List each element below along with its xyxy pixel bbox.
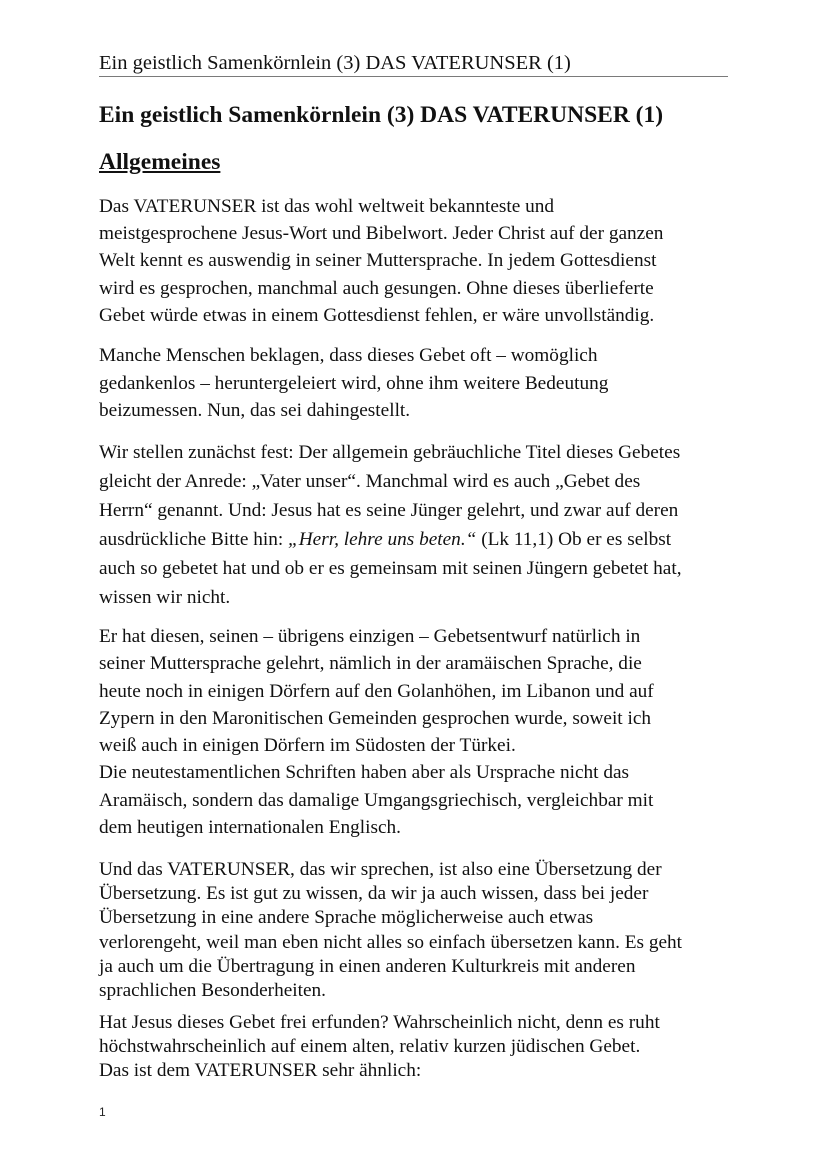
paragraph-line: Gebet würde etwas in einem Gottesdienst fehlen, er wäre unvollständig.	[99, 304, 655, 326]
paragraph-line: wissen wir nicht.	[99, 587, 231, 608]
paragraph-line: Welt kennt es auswendig in seiner Muttersprache. In jedem Gottesdienst	[99, 250, 657, 272]
paragraph-line: dem heutigen internationalen Englisch.	[99, 817, 401, 839]
paragraph-line: Übersetzung in eine andere Sprache möglicherweise auch etwas	[99, 907, 594, 929]
paragraph-line: Das VATERUNSER ist das wohl weltweit bekannteste und	[99, 196, 555, 217]
paragraph-line: gedankenlos – heruntergeleiert wird, ohne ihm weitere Bedeutung	[99, 372, 609, 394]
section-heading: Allgemeines	[99, 149, 221, 175]
line-text: (Lk 11,1) Ob er es selbst	[476, 529, 672, 550]
bible-quote: „Herr, lehre uns beten.“	[288, 529, 477, 550]
paragraph-line: Übersetzung. Es ist gut zu wissen, da wir ja auch wissen, dass bei jeder	[99, 883, 649, 905]
paragraph-3	[99, 438, 739, 612]
paragraph-line: Aramäisch, sondern das damalige Umgangsgriechisch, vergleichbar mit	[99, 789, 654, 811]
paragraph-line: Hat Jesus dieses Gebet frei erfunden? Wahrscheinlich nicht, denn es ruht	[99, 1012, 660, 1033]
paragraph-line: höchstwahrscheinlich auf einem alten, relativ kurzen jüdischen Gebet.	[99, 1036, 641, 1058]
paragraph-line: Die neutestamentlichen Schriften haben aber als Ursprache nicht das	[99, 762, 630, 784]
paragraph-5	[99, 858, 739, 1003]
page-number: 1	[99, 1105, 106, 1119]
paragraph-line: seiner Muttersprache gelehrt, nämlich in der aramäischen Sprache, die	[99, 653, 642, 675]
paragraph-6	[99, 1011, 739, 1084]
paragraph-line: Manche Menschen beklagen, dass dieses Gebet oft – womöglich	[99, 345, 598, 366]
paragraph-line: ja auch um die Übertragung in einen anderen Kulturkreis mit anderen	[99, 955, 636, 977]
paragraph-line: meistgesprochene Jesus-Wort und Bibelwort. Jeder Christ auf der ganzen	[99, 223, 664, 245]
paragraph-line-with-quote	[99, 525, 739, 554]
paragraph-line: Er hat diesen, seinen – übrigens einzigen – Gebetsentwurf natürlich in	[99, 626, 641, 647]
paragraph-line: gleicht der Anrede: „Vater unser“. Manchmal wird es auch „Gebet des	[99, 471, 641, 492]
running-header: Ein geistlich Samenkörnlein (3) DAS VATERUNSER (1)	[99, 50, 728, 77]
paragraph-line: weiß auch in einigen Dörfern im Südosten der Türkei.	[99, 735, 516, 757]
paragraph-2	[99, 342, 739, 425]
line-text: ausdrückliche Bitte hin:	[99, 529, 289, 550]
paragraph-4	[99, 623, 739, 841]
paragraph-line: Das ist dem VATERUNSER sehr ähnlich:	[99, 1060, 422, 1082]
paragraph-line: heute noch in einigen Dörfern auf den Golanhöhen, im Libanon und auf	[99, 680, 654, 702]
paragraph-line: sprachlichen Besonderheiten.	[99, 980, 327, 1002]
paragraph-line: beizumessen. Nun, das sei dahingestellt.	[99, 400, 411, 421]
paragraph-line: Wir stellen zunächst fest: Der allgemein gebräuchliche Titel dieses Gebetes	[99, 442, 681, 463]
paragraph-line: verlorengeht, weil man eben nicht alles so einfach übersetzen kann. Es geht	[99, 931, 683, 953]
paragraph-line: Und das VATERUNSER, das wir sprechen, ist also eine Übersetzung der	[99, 859, 662, 880]
paragraph-line: Herrn“ genannt. Und: Jesus hat es seine Jünger gelehrt, und zwar auf deren	[99, 500, 679, 521]
paragraph-line: auch so gebetet hat und ob er es gemeinsam mit seinen Jüngern gebetet hat,	[99, 558, 682, 579]
document-title: Ein geistlich Samenkörnlein (3) DAS VATERUNSER (1)	[99, 102, 664, 128]
paragraph-line: wird es gesprochen, manchmal auch gesungen. Ohne dieses überlieferte	[99, 277, 654, 299]
paragraph-1	[99, 193, 739, 329]
paragraph-line: Zypern in den Maronitischen Gemeinden gesprochen wurde, soweit ich	[99, 707, 652, 729]
